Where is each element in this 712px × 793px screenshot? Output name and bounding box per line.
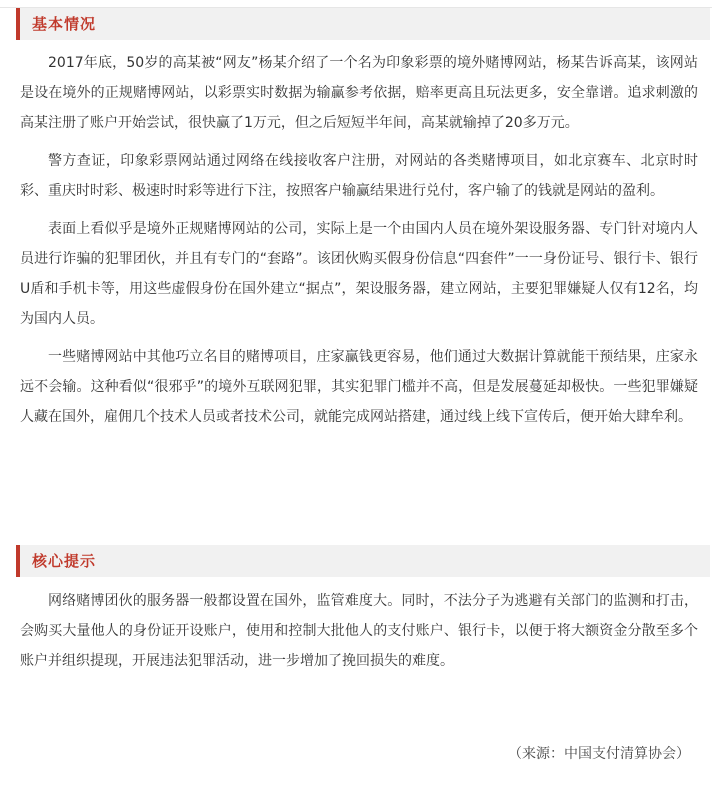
paragraph: 警方查证，印象彩票网站通过网络在线接收客户注册，对网站的各类赌博项目，如北京赛车、北京时时彩、重庆时时彩、极速时时彩等进行下注，按照客户输赢结果进行兑付，客户输了的钱就是网站的盈利。 xyxy=(20,153,698,199)
section-title: 基本情况 xyxy=(32,15,97,33)
section-header-basic-situation xyxy=(16,8,710,40)
section-header-key-tips xyxy=(16,545,710,577)
section-body-basic-situation xyxy=(20,48,698,440)
paragraph: 网络赌博团伙的服务器一般都设置在国外，监管难度大。同时，不法分子为逃避有关部门的监测和打击，会购买大量他人的身份证开设账户，使用和控制大批他人的支付账户、银行卡，以便于将大额资金分散至多个账户并组织提现，开展违法犯罪活动，进一步增加了挽回损失的难度。 xyxy=(20,593,698,669)
source-attribution: （来源：中国支付清算协会） xyxy=(508,746,690,762)
paragraph: 2017年底，50岁的高某被“网友”杨某介绍了一个名为印象彩票的境外赌博网站，杨某告诉高某，该网站是设在境外的正规赌博网站，以彩票实时数据为输赢参考依据，赔率更高且玩法更多，安全靠谱。追求刺激的高某注册了账户开始尝试，很快赢了1万元，但之后短短半年间，高某就输掉了20多万元。 xyxy=(20,55,698,131)
paragraph: 一些赌博网站中其他巧立名目的赌博项目，庄家赢钱更容易，他们通过大数据计算就能干预结果，庄家永远不会输。这种看似“很邪乎”的境外互联网犯罪，其实犯罪门槛并不高，但是发展蔓延却极快。一些犯罪嫌疑人藏在国外，雇佣几个技术人员或者技术公司，就能完成网站搭建，通过线上线下宣传后，便开始大肆牟利。 xyxy=(20,349,698,425)
section-title: 核心提示 xyxy=(32,552,97,570)
paragraph: 表面上看似乎是境外正规赌博网站的公司，实际上是一个由国内人员在境外架设服务器、专门针对境内人员进行诈骗的犯罪团伙，并且有专门的“套路”。该团伙购买假身份信息“四套件”一一身份证号、银行卡、银行U盾和手机卡等，用这些虚假身份在国外建立“据点”，架设服务器，建立网站，主要犯罪嫌疑人仅有12名，均为国内人员。 xyxy=(20,221,698,327)
section-body-key-tips xyxy=(20,586,698,684)
